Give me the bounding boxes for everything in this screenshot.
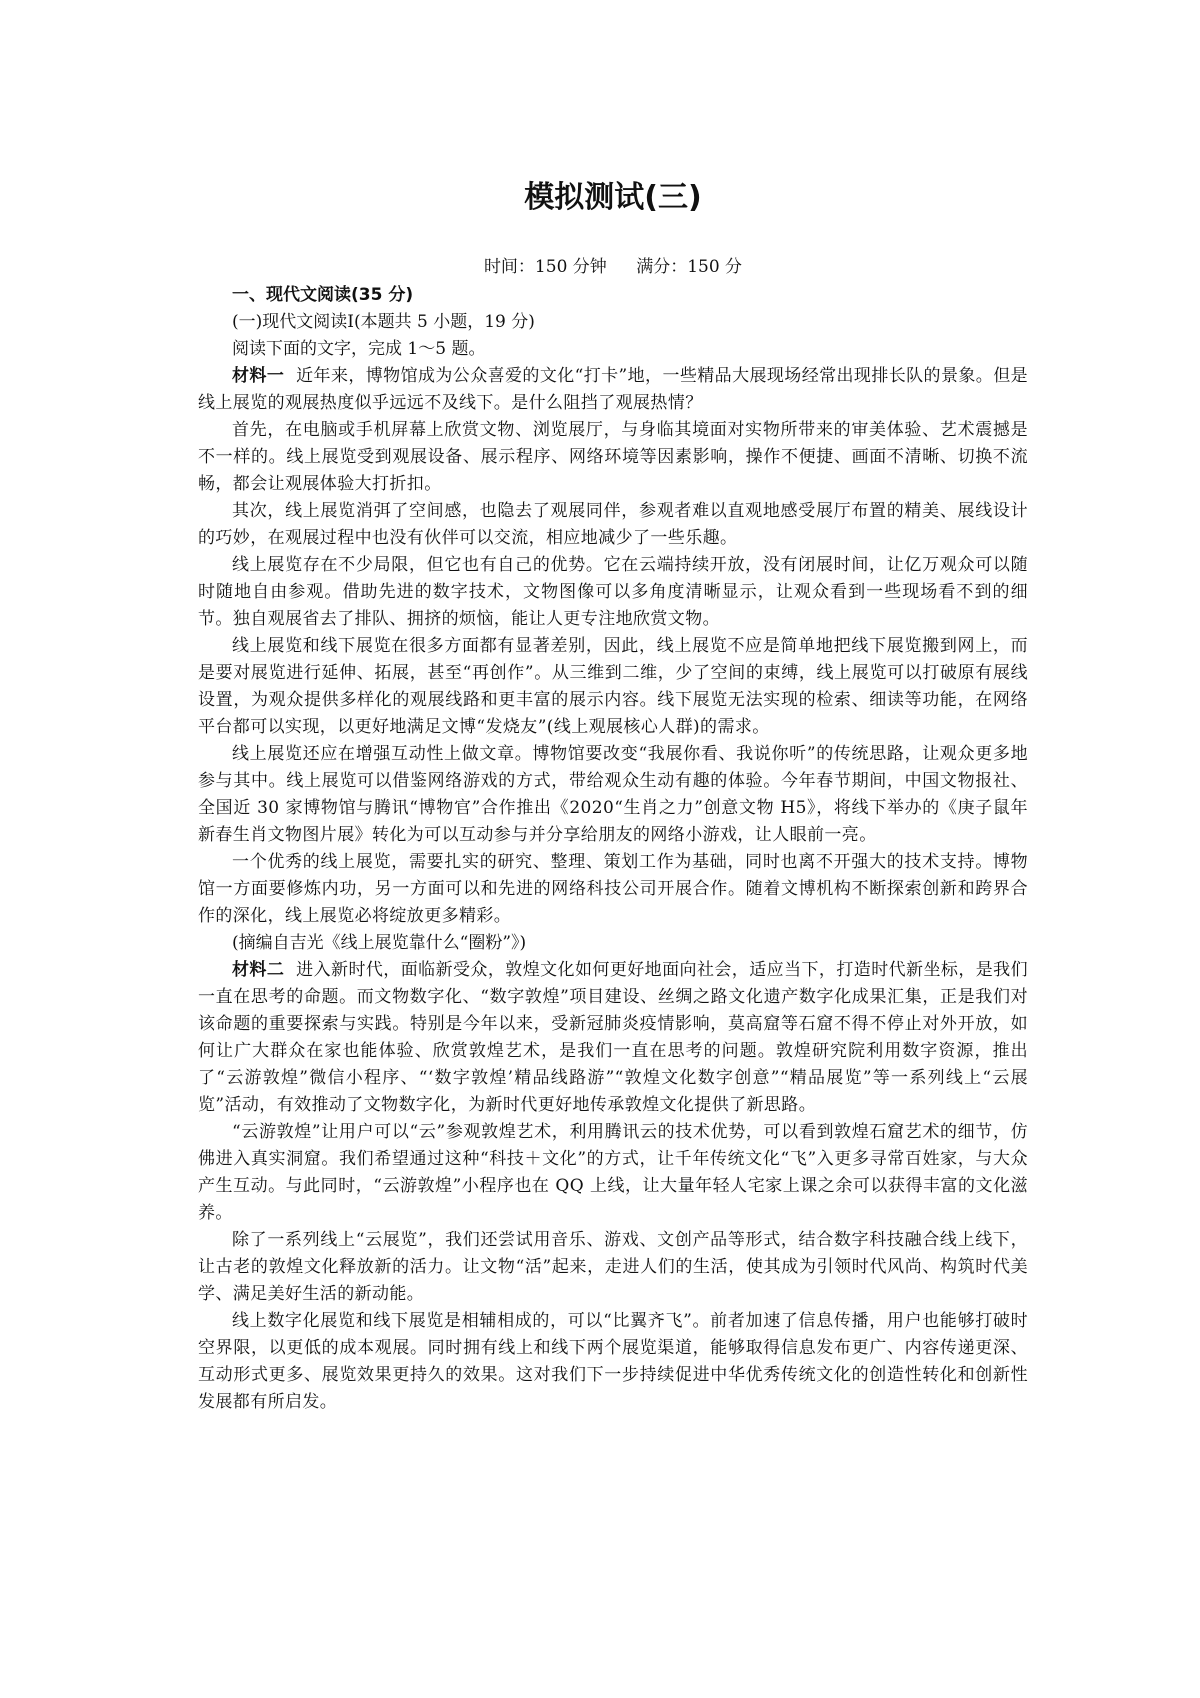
paragraph-text: 进入新时代，面临新受众，敦煌文化如何更好地面向社会，适应当下，打造时代新坐标，是我们一直在思考的命题。而文物数字化、“数字敦煌”项目建设、丝绸之路文化遗产数字化成果汇集，正是我们对该命题的重要探索与实践。特别是今年以来，受新冠肺炎疫情影响，莫高窟等石窟不得不停止对外开放，如何让广大群众在家也能体验、欣赏敦煌艺术，是我们一直在思考的问题。敦煌研究院利用数字资源，推出了“云游敦煌”微信小程序、“‘数字敦煌’精品线路游”“敦煌文化数字创意”“精品展览”等一系列线上“云展览”活动，有效推动了文物数字化，为新时代更好地传承敦煌文化提供了新思路。 [198,960,1028,1115]
reading-instruction: 阅读下面的文字，完成 1～5 题。 [232,339,486,359]
paragraph: 线上展览和线下展览在很多方面都有显著差别，因此，线上展览不应是简单地把线下展览搬到网上，而是要对展览进行延伸、拓展，甚至“再创作”。从三维到二维，少了空间的束缚，线上展览可以打破原有展线设置，为观众提供多样化的观展线路和更丰富的展示内容。线下展览无法实现的检索、细读等功能，在网络平台都可以实现，以更好地满足文博“发烧友”(线上观展核心人群)的需求。 [198,636,1028,737]
material-label: 材料二 [232,960,285,980]
paragraph: 线上展览还应在增强互动性上做文章。博物馆要改变“我展你看、我说你听”的传统思路，让观众更多地参与其中。线上展览可以借鉴网络游戏的方式，带给观众生动有趣的体验。今年春节期间，中国文物报社、全国近 30 家博物馆与腾讯“博物官”合作推出《2020“生肖之力”创意文物 H5》，将线下举办的《庚子鼠年新春生肖文物图片展》转化为可以互动参与并分享给朋友的网络小游戏，让人眼前一亮。 [198,744,1028,845]
paragraph: 其次，线上展览消弭了空间感，也隐去了观展同伴，参观者难以直观地感受展厅布置的精美、展线设计的巧妙，在观展过程中也没有伙伴可以交流，相应地减少了一些乐趣。 [198,501,1028,548]
page-title: 模拟测试(三) [524,180,702,215]
paragraph: 除了一系列线上“云展览”，我们还尝试用音乐、游戏、文创产品等形式，结合数字科技融合线上线下，让古老的敦煌文化释放新的活力。让文物“活”起来，走进人们的生活，使其成为引领时代风尚、构筑时代美学、满足美好生活的新动能。 [198,1230,1028,1304]
material-label: 材料一 [232,366,285,386]
exam-time: 时间：150 分钟 [483,257,607,277]
material-source: (摘编自吉光《线上展览靠什么“圈粉”》) [232,933,527,953]
exam-score: 满分：150 分 [636,257,743,277]
paragraph: 一个优秀的线上展览，需要扎实的研究、整理、策划工作为基础，同时也离不开强大的技术支持。博物馆一方面要修炼内功，另一方面可以和先进的网络科技公司开展合作。随着文博机构不断探索创新和跨界合作的深化，线上展览必将绽放更多精彩。 [198,852,1028,926]
exam-meta [198,254,1028,280]
paragraph: “云游敦煌”让用户可以“云”参观敦煌艺术，利用腾讯云的技术优势，可以看到敦煌石窟艺术的细节，仿佛进入真实洞窟。我们希望通过这种“科技＋文化”的方式，让千年传统文化“飞”入更多寻常百姓家，与大众产生互动。与此同时，“云游敦煌”小程序也在 QQ 上线，让大量年轻人宅家上课之余可以获得丰富的文化滋养。 [198,1122,1028,1223]
document-page [198,178,1028,1416]
paragraph: 首先，在电脑或手机屏幕上欣赏文物、浏览展厅，与身临其境面对实物所带来的审美体验、艺术震撼是不一样的。线上展览受到观展设备、展示程序、网络环境等因素影响，操作不便捷、画面不清晰、切换不流畅，都会让观展体验大打折扣。 [198,420,1028,494]
paragraph-text: 近年来，博物馆成为公众喜爱的文化“打卡”地，一些精品大展现场经常出现排长队的景象。但是线上展览的观展热度似乎远远不及线下。是什么阻挡了观展热情？ [198,366,1028,413]
paragraph [198,363,1028,417]
section-heading: 一、现代文阅读(35 分) [232,285,414,305]
subsection-heading: (一)现代文阅读Ⅰ(本题共 5 小题，19 分) [232,312,535,332]
paragraph: 线上展览存在不少局限，但它也有自己的优势。它在云端持续开放，没有闭展时间，让亿万观众可以随时随地自由参观。借助先进的数字技术，文物图像可以多角度清晰显示，让观众看到一些现场看不到的细节。独自观展省去了排队、拥挤的烦恼，能让人更专注地欣赏文物。 [198,555,1028,629]
paragraph [198,957,1028,1119]
paragraph: 线上数字化展览和线下展览是相辅相成的，可以“比翼齐飞”。前者加速了信息传播，用户也能够打破时空界限，以更低的成本观展。同时拥有线上和线下两个展览渠道，能够取得信息发布更广、内容传递更深、互动形式更多、展览效果更持久的效果。这对我们下一步持续促进中华优秀传统文化的创造性转化和创新性发展都有所启发。 [198,1311,1028,1412]
